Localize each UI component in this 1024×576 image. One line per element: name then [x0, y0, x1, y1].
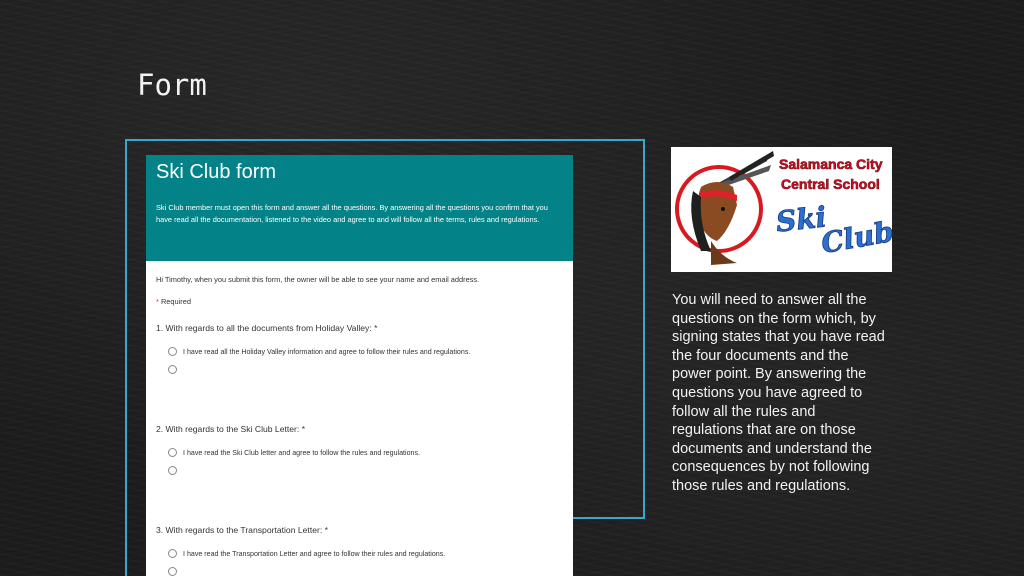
question-1-label: 1. With regards to all the documents from Holiday Valley:: [156, 323, 372, 333]
question-1-option-other[interactable]: [168, 365, 563, 374]
frame-left-line: [125, 139, 127, 576]
radio-icon[interactable]: [168, 466, 177, 475]
required-label: Required: [160, 297, 191, 306]
radio-icon[interactable]: [168, 365, 177, 374]
slide-title: Form: [137, 68, 207, 102]
ski-club-logo: [671, 147, 897, 272]
instructions-text: You will need to answer all the questions on the form which, by signing states that you have read the four documents and the power point. By answering the questions you have agreed to follow all the rules and regulations that are on those documents and understand the consequences by not following those rules and regulations.: [672, 292, 885, 494]
radio-icon[interactable]: [168, 549, 177, 558]
frame-top-line: [125, 139, 645, 141]
logo-ski-word: Ski: [774, 200, 828, 239]
question-2-option-other[interactable]: [168, 466, 563, 475]
logo-line-1: Salamanca City: [779, 156, 883, 172]
radio-icon[interactable]: [168, 347, 177, 356]
question-2: [156, 424, 563, 434]
frame-bottom-line: [573, 517, 645, 519]
question-3-label: 3. With regards to the Transportation Letter:: [156, 525, 323, 535]
question-3-required: *: [324, 525, 328, 535]
question-3: [156, 525, 563, 535]
question-1: [156, 323, 563, 333]
question-3-option-other[interactable]: [168, 567, 563, 576]
question-1-required: *: [374, 323, 378, 333]
question-3-option-label: I have read the Transportation Letter and agree to follow their rules and regulations.: [183, 549, 446, 558]
form-description: Ski Club member must open this form and answer all the questions. By answering all the questions you confirm that you have read all the documentation, listened to the video and agree to and will follow all the terms, rules and regulations.: [156, 203, 548, 224]
logo-club-word: Club: [818, 214, 897, 261]
form-header: [146, 155, 573, 261]
radio-icon[interactable]: [168, 567, 177, 576]
question-1-option[interactable]: [168, 347, 563, 356]
question-2-option[interactable]: [168, 448, 563, 457]
required-star: *: [156, 297, 159, 306]
form-title: Ski Club form: [156, 161, 277, 183]
logo-line-2: Central School: [781, 176, 880, 192]
form-notice: Hi Timothy, when you submit this form, the owner will be able to see your name and email address.: [156, 275, 480, 284]
question-2-required: *: [301, 424, 306, 434]
mascot-icon: [671, 147, 781, 272]
form-body: [146, 275, 573, 576]
question-2-option-label: I have read the Ski Club letter and agree to follow the rules and regulations.: [183, 448, 420, 457]
question-1-option-label: I have read all the Holiday Valley information and agree to follow their rules and regulations.: [183, 347, 471, 356]
question-2-label: 2. With regards to the Ski Club Letter:: [156, 424, 300, 434]
form-screenshot: [146, 155, 573, 576]
frame-right-line: [643, 139, 645, 519]
question-3-option[interactable]: [168, 549, 563, 558]
required-note: [156, 297, 563, 306]
radio-icon[interactable]: [168, 448, 177, 457]
